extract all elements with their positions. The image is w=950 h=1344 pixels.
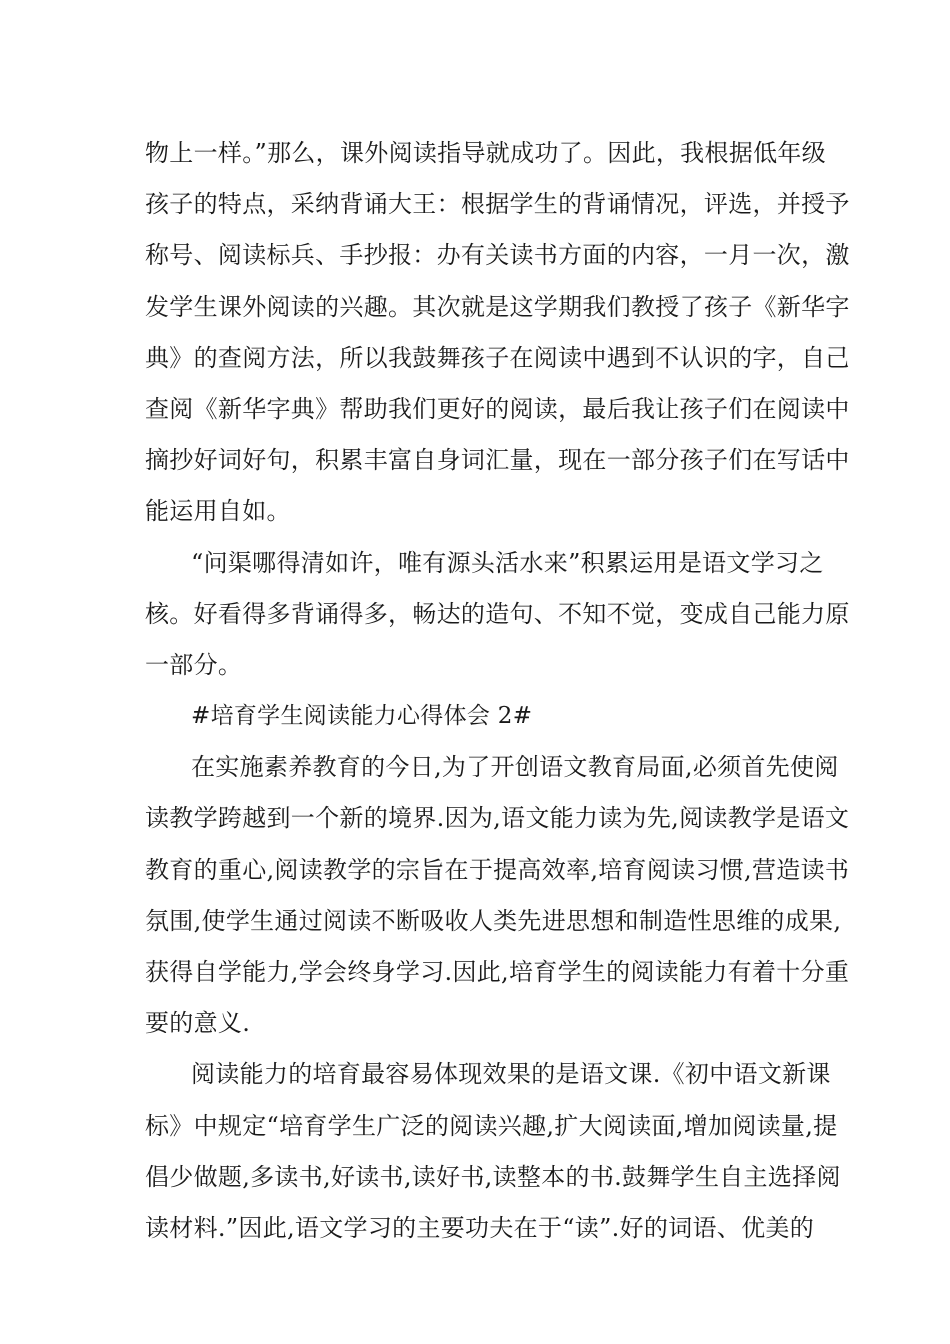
paragraph-line: 在实施素养教育的今日,为了开创语文教育局面,必须首先使阅 <box>191 753 839 782</box>
paragraph-line: 摘抄好词好句，积累丰富自身词汇量，现在一部分孩子们在写话中 <box>145 446 850 475</box>
paragraph-line: 孩子的特点，采纳背诵大王：根据学生的背诵情况，评选，并授予 <box>145 190 850 219</box>
paragraph-line: 核。好看得多背诵得多，畅达的造句、不知不觉，变成自己能力原 <box>145 599 850 628</box>
paragraph-line: 倡少做题,多读书,好读书,读好书,读整本的书.鼓舞学生自主选择阅 <box>145 1162 841 1191</box>
paragraph-line: 典》的查阅方法，所以我鼓舞孩子在阅读中遇到不认识的字，自己 <box>145 343 850 372</box>
paragraph-line: 一部分。 <box>145 650 243 679</box>
paragraph-line: 阅读能力的培育最容易体现效果的是语文课.《初中语文新课 <box>191 1060 831 1089</box>
section-heading: #培育学生阅读能力心得体会 2# <box>191 703 533 730</box>
paragraph-line: 查阅《新华字典》帮助我们更好的阅读，最后我让孩子们在阅读中 <box>145 394 850 423</box>
paragraph-line: 读材料.”因此,语文学习的主要功夫在于“读”.好的词语、优美的 <box>145 1213 814 1242</box>
paragraph-line: 能运用自如。 <box>145 497 291 526</box>
paragraph-line: 教育的重心,阅读教学的宗旨在于提高效率,培育阅读习惯,营造读书 <box>145 855 850 884</box>
paragraph-line: 标》中规定“培育学生广泛的阅读兴趣,扩大阅读面,增加阅读量,提 <box>145 1111 838 1140</box>
paragraph-line: 称号、阅读标兵、手抄报：办有关读书方面的内容，一月一次，激 <box>145 241 850 270</box>
paragraph-line: 要的意义. <box>145 1009 251 1038</box>
paragraph-line: 获得自学能力,学会终身学习.因此,培育学生的阅读能力有着十分重 <box>145 958 850 986</box>
paragraph-line: “问渠哪得清如许，唯有源头活水来”积累运用是语文学习之 <box>191 548 824 577</box>
document-body <box>145 128 850 1254</box>
paragraph-line: 氛围,使学生通过阅读不断吸收人类先进思想和制造性思维的成果, <box>145 906 842 935</box>
paragraph-line: 读教学跨越到一个新的境界.因为,语文能力读为先,阅读教学是语文 <box>145 804 850 833</box>
paragraph-line: 物上一样。”那么，课外阅读指导就成功了。因此，我根据低年级 <box>145 139 826 167</box>
paragraph-line: 发学生课外阅读的兴趣。其次就是这学期我们教授了孩子《新华字 <box>145 292 850 321</box>
